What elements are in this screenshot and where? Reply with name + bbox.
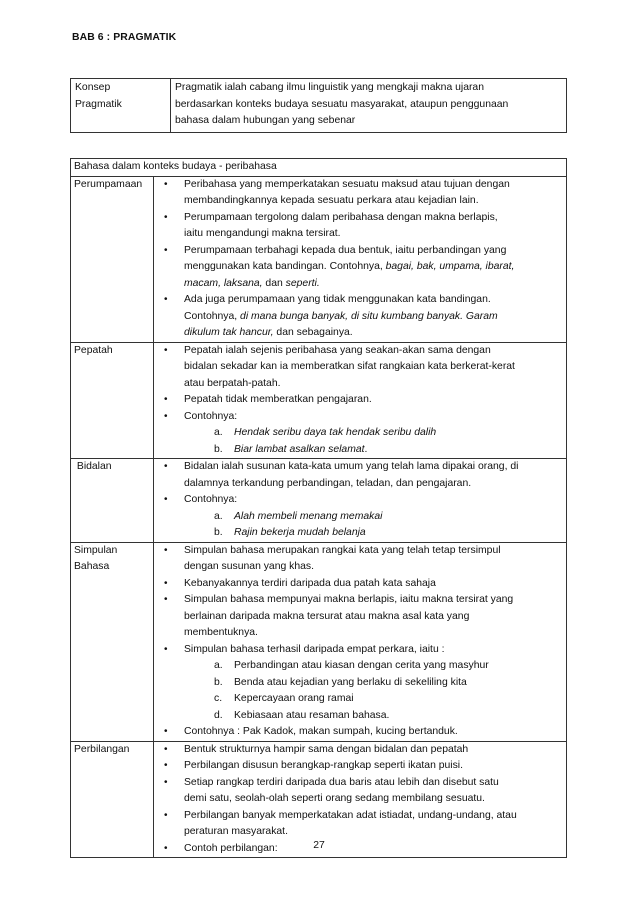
konsep-definition-cell [171,79,567,133]
text: Benda atau kejadian yang berlaku di sekeliling kita [234,676,467,688]
row-pepatah [71,342,567,459]
sub-item [184,675,563,692]
text: menggunakan kata bandingan. Contohnya, [184,261,386,272]
line: membentuknya. [184,627,258,638]
italic-text: Alah membeli menang memakai [234,510,383,522]
list-item [154,592,563,642]
line: • Simpulan bahasa terhasil daripada empat perkara, iaitu : [184,643,445,655]
line: iaitu mengandungi makna tersirat. [184,228,341,239]
label-pepatah: Pepatah [71,342,154,459]
list-item: • Contohnya : Pak Kadok, makan sumpah, kucing bertanduk. [154,724,563,741]
row-simpulan-bahasa [71,542,567,741]
italic-text: di mana bunga banyak, di situ kumbang banyak. Garam [240,310,498,322]
label-bidalan [71,459,154,543]
peribahasa-table [70,158,567,858]
line: peraturan masyarakat. [184,826,288,837]
konsep-line: bahasa dalam hubungan yang sebenar [175,115,356,126]
row-perumpamaan [71,176,567,342]
line [184,325,563,342]
italic-text: seperti. [285,277,320,289]
row-bidalan [71,459,567,543]
italic-text: Hendak seribu daya tak hendak seribu dalih [234,427,437,438]
list-item [154,808,563,841]
example-item [184,525,563,542]
title-row [71,159,567,177]
konsep-table [70,78,567,133]
chapter-header: BAB 6 : PRAGMATIK [72,32,177,43]
text: Kebiasaan atau resaman bahasa. [234,709,390,721]
list-item: • Perbilangan disusun berangkap-rangkap seperti ikatan puisi. [154,758,563,775]
item-marker: d. [214,709,223,721]
line: demi satu, seolah-olah seperti orang sedang membilang sesuatu. [184,793,485,804]
page-number: 27 [313,840,325,851]
italic-text: macam, laksana, [184,277,263,289]
text: dan [262,277,286,289]
line: membandingkannya kepada sesuatu perkara atau kejadian lain. [184,195,479,206]
line: • Simpulan bahasa mempunyai makna berlapis, iaitu makna tersirat yang [184,594,514,605]
table-title: Bahasa dalam konteks budaya - peribahasa [71,159,567,177]
item-marker: b. [214,527,223,538]
line: dengan susunan yang khas. [184,561,314,572]
item-marker: a. [214,510,223,522]
line: atau berpatah-patah. [184,377,281,389]
example-item [184,442,563,459]
label-line: Bahasa [74,561,110,572]
item-marker: a. [214,660,223,671]
italic-text: dikulum tak hancur, [184,327,274,338]
line [184,276,563,293]
line: dalamnya terkandung perbandingan, teladan, dan pengajaran. [184,477,472,489]
list-item [154,243,563,293]
label-perbilangan: Perbilangan [71,741,154,858]
line: • Contohnya: [184,410,238,422]
label-simpulan-bahasa [71,542,154,741]
content-pepatah [154,342,567,459]
list-item [154,775,563,808]
list-item [154,210,563,243]
example-item [184,509,563,526]
konsep-line: Pragmatik ialah cabang ilmu linguistik yang mengkaji makna ujaran [175,82,484,93]
konsep-label-line1: Konsep [75,82,111,93]
text: . [364,443,368,455]
list-item [154,292,563,342]
list-item: • Bentuk strukturnya hampir sama dengan bidalan dan pepatah [154,742,563,759]
line: • Simpulan bahasa merupakan rangkai kata yang telah tetap tersimpul [184,544,501,556]
item-marker: b. [214,676,223,688]
konsep-label-cell [71,79,171,133]
item-marker: b. [214,443,223,455]
italic-text: bagai, bak, umpama, ibarat, [385,261,515,272]
line [184,259,563,276]
list-item [154,343,563,393]
text: Kepercayaan orang ramai [234,693,354,704]
text: dan sebagainya. [273,327,353,338]
content-simpulan-bahasa [154,542,567,741]
list-item [154,459,563,492]
line: bidalan sekadar kan ia memberatkan sifat rangkaian kata berkerat-kerat [184,361,515,372]
content-bidalan [154,459,567,543]
line: • Pepatah ialah sejenis peribahasa yang seakan-akan sama dengan [184,344,491,356]
list-item: • Pepatah tidak memberatkan pengajaran. [154,392,563,409]
line: • Setiap rangkap terdiri daripada dua baris atau lebih dan disebut satu [184,776,499,788]
line: • Peribahasa yang memperkatakan sesuatu maksud atau tujuan dengan [184,178,510,190]
list-item: • Kebanyakannya terdiri daripada dua patah kata sahaja [154,576,563,593]
line: berlainan daripada makna tersurat atau makna asal kata yang [184,610,470,622]
text: Contohnya, [184,310,241,322]
list-item [154,409,563,459]
line [184,309,563,326]
line: • Perumpamaan tergolong dalam peribahasa dengan makna berlapis, [184,211,498,223]
item-marker: c. [214,693,223,704]
konsep-row [71,79,567,133]
italic-text: Rajin bekerja mudah belanja [234,527,366,538]
line: • Contohnya: [184,494,238,505]
list-item [154,642,563,725]
content-perumpamaan [154,176,567,342]
italic-text: Biar lambat asalkan selamat [234,443,365,455]
sub-item [184,658,563,675]
text: Perbandingan atau kiasan dengan cerita yang masyhur [234,660,489,671]
label-line: Simpulan [74,544,118,556]
line: • Perbilangan banyak memperkatakan adat istiadat, undang-undang, atau [184,809,517,821]
list-item [154,177,563,210]
sub-item [184,708,563,725]
item-marker: a. [214,427,223,438]
line: • Ada juga perumpamaan yang tidak menggunakan kata bandingan. [184,294,491,305]
line: • Bidalan ialah susunan kata-kata umum yang telah lama dipakai orang, di [184,461,519,472]
line: • Perumpamaan terbahagi kepada dua bentuk, iaitu perbandingan yang [184,244,507,256]
list-item [154,492,563,542]
example-item [184,425,563,442]
konsep-label-line2: Pragmatik [75,98,122,110]
konsep-line: berdasarkan konteks budaya sesuatu masyarakat, ataupun penggunaan [175,98,509,110]
list-item [154,543,563,576]
list-item: • Contoh perbilangan: [154,841,563,858]
sub-item [184,691,563,708]
label-text: Bidalan [76,461,112,472]
label-perumpamaan: Perumpamaan [71,176,154,342]
